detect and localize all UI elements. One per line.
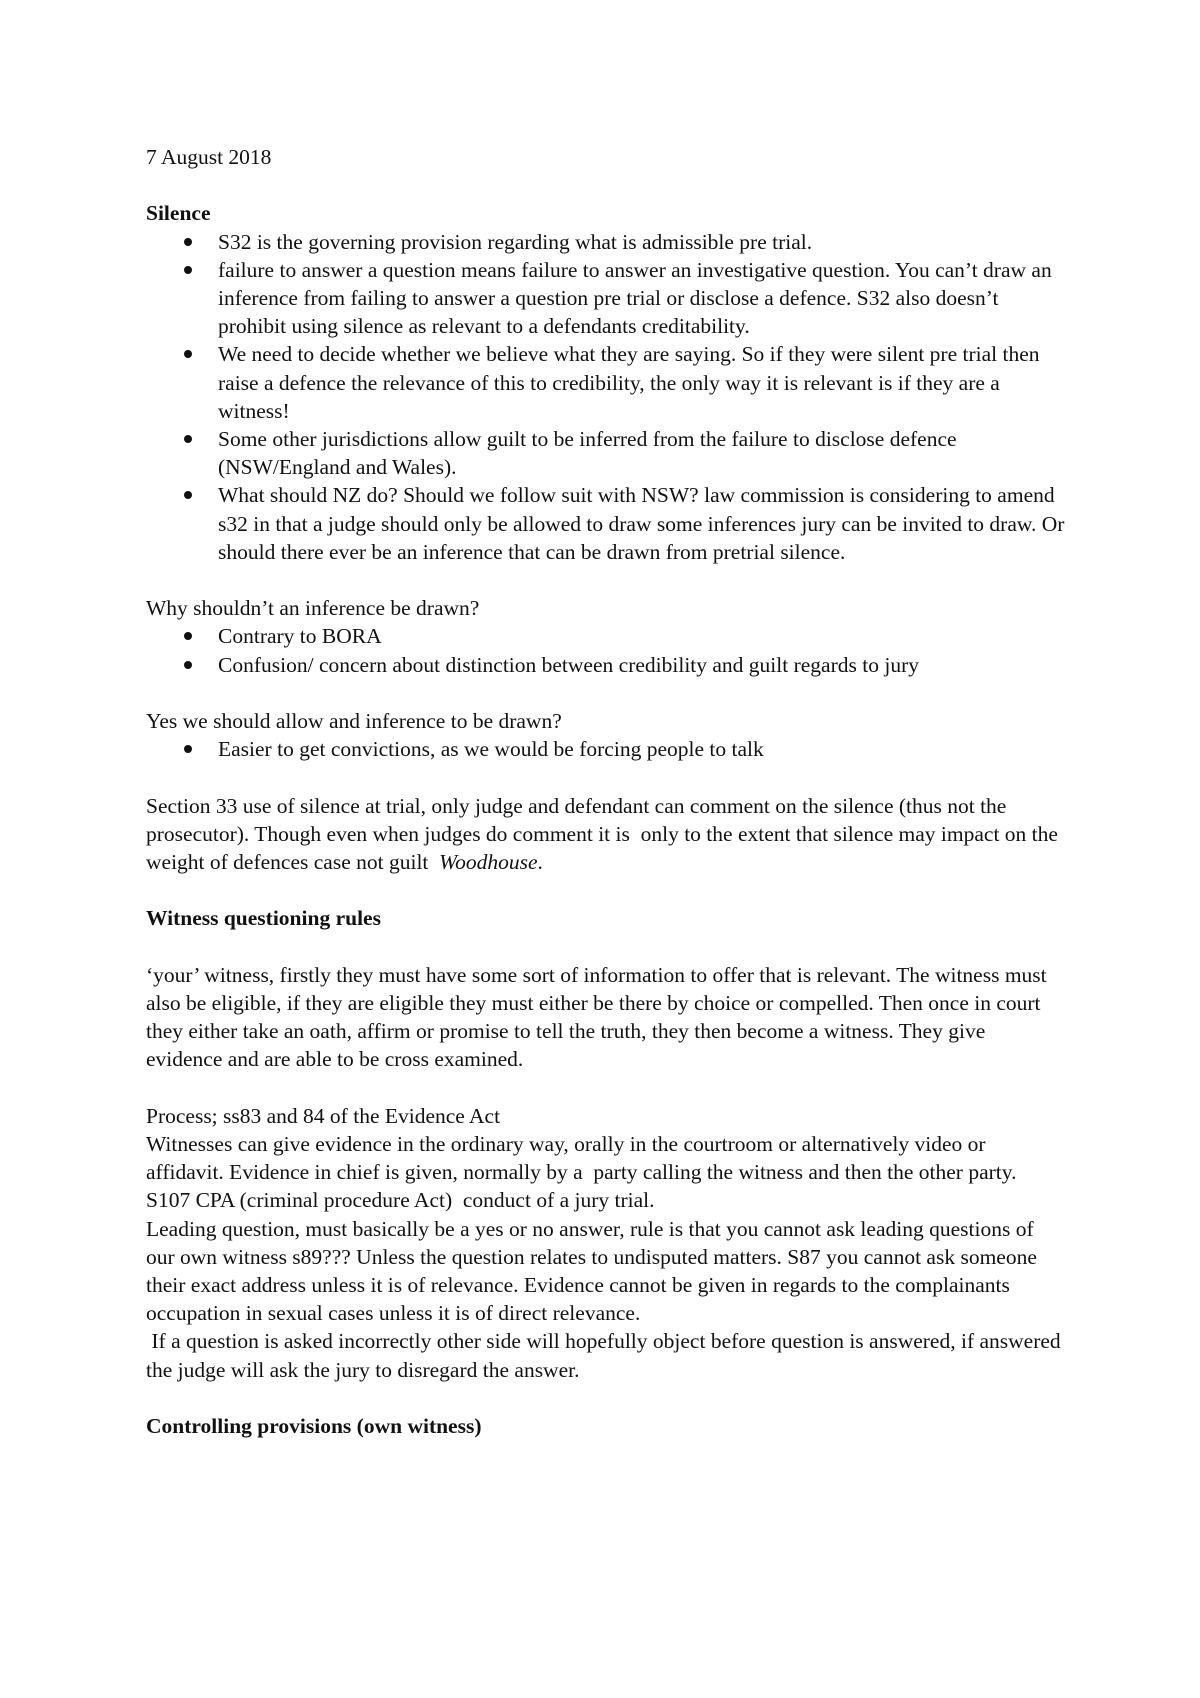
controlling-heading: Controlling provisions (own witness) (146, 1414, 482, 1439)
why-yes-bullet-list (146, 735, 1066, 763)
process-paragraph: Leading question, must basically be a yes or no answer, rule is that you cannot ask leading questions of our own witness s89??? Unless the question relates to undisputed matters. S87 you cannot ask someone their exact address unless it is of relevance. Evidence cannot be given in regards to the complainants occupation in sexual cases unless it is of direct relevance. (146, 1216, 1043, 1326)
silence-bullet: Some other jurisdictions allow guilt to be inferred from the failure to disclose defence (NSW/England and Wales). (146, 425, 1066, 481)
document-page (146, 143, 1066, 1440)
silence-bullet: failure to answer a question means failure to answer an investigative question. You can’t draw an inference from failing to answer a question pre trial or disclose a defence. S32 also doesn’t prohibit using silence as relevant to a defendants creditability. (146, 256, 1066, 341)
silence-bullet: S32 is the governing provision regarding what is admissible pre trial. (146, 228, 1066, 256)
silence-bullet: What should NZ do? Should we follow suit with NSW? law commission is considering to amend s32 in that a judge should only be allowed to draw some inferences jury can be invited to draw. Or should there ever be an inference that can be drawn from pretrial silence. (146, 481, 1066, 566)
section-33-text: Section 33 use of silence at trial, only judge and defendant can comment on the silence (thus not the prosecutor). Though even when judges do comment it is only to the extent that silence may impact on the weight of defences case not guilt (146, 793, 1064, 875)
why-not-bullet: Confusion/ concern about distinction between credibility and guilt regards to jury (146, 651, 1066, 679)
why-not-bullet-list (146, 622, 1066, 678)
silence-bullet-list (146, 228, 1066, 566)
why-yes-bullet: Easier to get convictions, as we would be forcing people to talk (146, 735, 1066, 763)
process-paragraph: Witnesses can give evidence in the ordinary way, orally in the courtroom or alternatively video or affidavit. Evidence in chief is given, normally by a party calling the witness and then the other party. (146, 1132, 1017, 1185)
why-not-question: Why shouldn’t an inference be drawn? (146, 596, 480, 621)
spacer (146, 933, 1066, 961)
process-paragraph: S107 CPA (criminal procedure Act) conduct of a jury trial. (146, 1188, 655, 1213)
spacer (146, 1384, 1066, 1412)
spacer (146, 566, 1066, 594)
section-33-paragraph (146, 792, 1066, 877)
document-date: 7 August 2018 (146, 145, 272, 169)
spacer (146, 876, 1066, 904)
process-paragraph: If a question is asked incorrectly other side will hopefully object before question is answered, if answered the judge will ask the jury to disregard the answer. (146, 1329, 1067, 1382)
silence-heading: Silence (146, 201, 211, 226)
witness-heading: Witness questioning rules (146, 906, 381, 931)
why-yes-question: Yes we should allow and inference to be drawn? (146, 709, 562, 734)
process-title: Process; ss83 and 84 of the Evidence Act (146, 1103, 501, 1128)
spacer (146, 1074, 1066, 1102)
why-not-bullet: Contrary to BORA (146, 622, 1066, 650)
spacer (146, 171, 1066, 199)
witness-paragraph: ‘your’ witness, firstly they must have some sort of information to offer that is relevant. The witness must also be eligible, if they are eligible they must either be there by choice or compelled. Then once in court they either take an oath, affirm or promise to tell the truth, they then become a witness. They give evidence and are able to be cross examined. (146, 962, 1053, 1072)
silence-bullet: We need to decide whether we believe what they are saying. So if they were silent pre trial then raise a defence the relevance of this to credibility, the only way it is relevant is if they are a witness! (146, 340, 1066, 425)
spacer (146, 763, 1066, 791)
section-33-end: . (537, 850, 543, 875)
spacer (146, 679, 1066, 707)
case-name: Woodhouse (439, 850, 538, 875)
